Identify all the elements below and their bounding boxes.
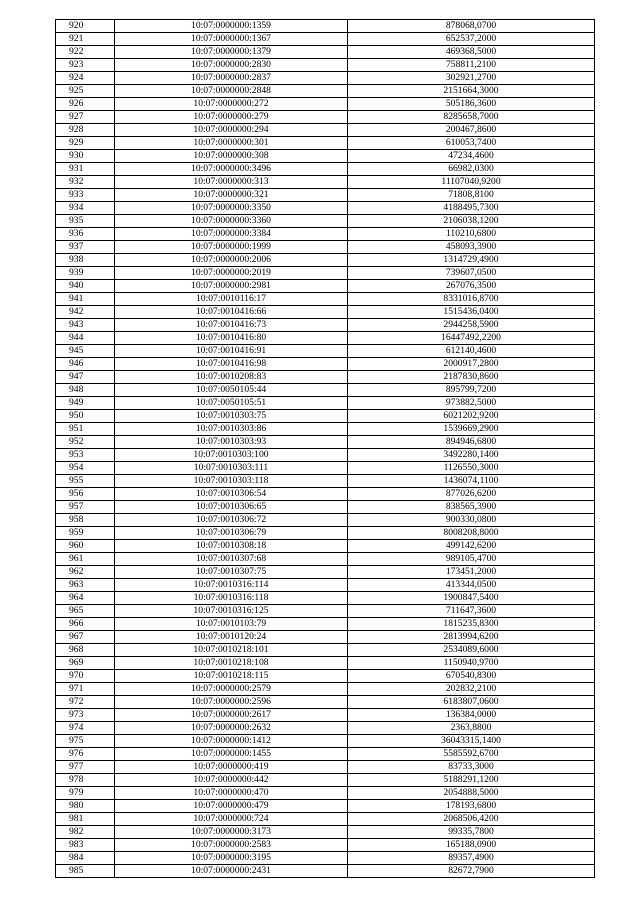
row-number-cell: 967 xyxy=(56,631,115,644)
row-number-cell: 947 xyxy=(56,371,115,384)
cadastral-value-cell: 458093,3900 xyxy=(348,241,595,254)
cadastral-value-cell: 1436074,1100 xyxy=(348,475,595,488)
row-number-cell: 938 xyxy=(56,254,115,267)
cadastral-number-cell: 10:07:0000000:308 xyxy=(115,150,348,163)
cadastral-number-cell: 10:07:0010316:114 xyxy=(115,579,348,592)
row-number-cell: 977 xyxy=(56,761,115,774)
cadastral-value-cell: 5585592,6700 xyxy=(348,748,595,761)
cadastral-value-cell: 670540,8300 xyxy=(348,670,595,683)
cadastral-value-cell: 878068,0700 xyxy=(348,20,595,33)
row-number-cell: 934 xyxy=(56,202,115,215)
cadastral-number-cell: 10:07:0000000:2019 xyxy=(115,267,348,280)
table-row xyxy=(56,683,595,696)
row-number-cell: 985 xyxy=(56,865,115,878)
cadastral-value-cell: 16447492,2200 xyxy=(348,332,595,345)
cadastral-value-cell: 2944258,5900 xyxy=(348,319,595,332)
cadastral-number-cell: 10:07:0010303:75 xyxy=(115,410,348,423)
cadastral-value-cell: 71808,8100 xyxy=(348,189,595,202)
table-row xyxy=(56,293,595,306)
cadastral-value-cell: 2813994,6200 xyxy=(348,631,595,644)
row-number-cell: 974 xyxy=(56,722,115,735)
cadastral-value-cell: 2068506,4200 xyxy=(348,813,595,826)
row-number-cell: 931 xyxy=(56,163,115,176)
table-row xyxy=(56,852,595,865)
row-number-cell: 949 xyxy=(56,397,115,410)
cadastral-value-cell: 2363,8800 xyxy=(348,722,595,735)
row-number-cell: 957 xyxy=(56,501,115,514)
cadastral-value-cell: 110210,6800 xyxy=(348,228,595,241)
cadastral-value-cell: 612140,4600 xyxy=(348,345,595,358)
row-number-cell: 950 xyxy=(56,410,115,423)
cadastral-value-cell: 302921,2700 xyxy=(348,72,595,85)
row-number-cell: 969 xyxy=(56,657,115,670)
cadastral-value-cell: 2151664,3000 xyxy=(348,85,595,98)
row-number-cell: 937 xyxy=(56,241,115,254)
cadastral-number-cell: 10:07:0010218:101 xyxy=(115,644,348,657)
row-number-cell: 963 xyxy=(56,579,115,592)
table-row xyxy=(56,527,595,540)
row-number-cell: 935 xyxy=(56,215,115,228)
cadastral-number-cell: 10:07:0050105:51 xyxy=(115,397,348,410)
table-row xyxy=(56,436,595,449)
row-number-cell: 971 xyxy=(56,683,115,696)
cadastral-number-cell: 10:07:0000000:1379 xyxy=(115,46,348,59)
table-row xyxy=(56,410,595,423)
row-number-cell: 929 xyxy=(56,137,115,150)
cadastral-number-cell: 10:07:0010306:54 xyxy=(115,488,348,501)
row-number-cell: 979 xyxy=(56,787,115,800)
cadastral-value-cell: 1815235,8300 xyxy=(348,618,595,631)
cadastral-value-cell: 267076,3500 xyxy=(348,280,595,293)
cadastral-number-cell: 10:07:0010303:111 xyxy=(115,462,348,475)
cadastral-number-cell: 10:07:0000000:3350 xyxy=(115,202,348,215)
row-number-cell: 948 xyxy=(56,384,115,397)
cadastral-value-cell: 505186,3600 xyxy=(348,98,595,111)
cadastral-value-cell: 173451,2000 xyxy=(348,566,595,579)
cadastral-number-cell: 10:07:0010116:17 xyxy=(115,293,348,306)
row-number-cell: 928 xyxy=(56,124,115,137)
cadastral-number-cell: 10:07:0010218:115 xyxy=(115,670,348,683)
cadastral-number-cell: 10:07:0000000:301 xyxy=(115,137,348,150)
cadastral-number-cell: 10:07:0010316:125 xyxy=(115,605,348,618)
row-number-cell: 923 xyxy=(56,59,115,72)
table-row xyxy=(56,228,595,241)
table-row xyxy=(56,254,595,267)
cadastral-number-cell: 10:07:0010416:98 xyxy=(115,358,348,371)
cadastral-number-cell: 10:07:0010416:66 xyxy=(115,306,348,319)
cadastral-number-cell: 10:07:0000000:3496 xyxy=(115,163,348,176)
row-number-cell: 952 xyxy=(56,436,115,449)
table-row xyxy=(56,826,595,839)
cadastral-number-cell: 10:07:0000000:1359 xyxy=(115,20,348,33)
row-number-cell: 958 xyxy=(56,514,115,527)
table-row xyxy=(56,176,595,189)
cadastral-number-cell: 10:07:0000000:2830 xyxy=(115,59,348,72)
cadastral-value-cell: 4188495,7300 xyxy=(348,202,595,215)
row-number-cell: 954 xyxy=(56,462,115,475)
row-number-cell: 951 xyxy=(56,423,115,436)
row-number-cell: 945 xyxy=(56,345,115,358)
cadastral-number-cell: 10:07:0010303:118 xyxy=(115,475,348,488)
cadastral-value-cell: 99335,7800 xyxy=(348,826,595,839)
cadastral-value-cell: 900330,0800 xyxy=(348,514,595,527)
table-row xyxy=(56,306,595,319)
cadastral-number-cell: 10:07:0000000:272 xyxy=(115,98,348,111)
table-row xyxy=(56,33,595,46)
table-row xyxy=(56,670,595,683)
cadastral-number-cell: 10:07:0000000:279 xyxy=(115,111,348,124)
table-row xyxy=(56,657,595,670)
cadastral-number-cell: 10:07:0000000:2837 xyxy=(115,72,348,85)
row-number-cell: 966 xyxy=(56,618,115,631)
row-number-cell: 959 xyxy=(56,527,115,540)
cadastral-number-cell: 10:07:0000000:321 xyxy=(115,189,348,202)
cadastral-value-cell: 838565,3900 xyxy=(348,501,595,514)
row-number-cell: 925 xyxy=(56,85,115,98)
cadastral-number-cell: 10:07:0000000:2579 xyxy=(115,683,348,696)
row-number-cell: 965 xyxy=(56,605,115,618)
cadastral-number-cell: 10:07:0010306:65 xyxy=(115,501,348,514)
cadastral-value-cell: 47234,4600 xyxy=(348,150,595,163)
cadastral-number-cell: 10:07:0010416:80 xyxy=(115,332,348,345)
row-number-cell: 953 xyxy=(56,449,115,462)
cadastral-number-cell: 10:07:0000000:2431 xyxy=(115,865,348,878)
row-number-cell: 978 xyxy=(56,774,115,787)
table-row xyxy=(56,787,595,800)
row-number-cell: 976 xyxy=(56,748,115,761)
cadastral-number-cell: 10:07:0000000:3195 xyxy=(115,852,348,865)
cadastral-value-cell: 758811,2100 xyxy=(348,59,595,72)
cadastral-value-cell: 8285658,7000 xyxy=(348,111,595,124)
row-number-cell: 980 xyxy=(56,800,115,813)
row-number-cell: 968 xyxy=(56,644,115,657)
table-row xyxy=(56,384,595,397)
row-number-cell: 982 xyxy=(56,826,115,839)
table-row xyxy=(56,332,595,345)
cadastral-value-cell: 165188,0900 xyxy=(348,839,595,852)
table-row xyxy=(56,553,595,566)
row-number-cell: 983 xyxy=(56,839,115,852)
cadastral-number-cell: 10:07:0000000:1455 xyxy=(115,748,348,761)
table-row xyxy=(56,20,595,33)
row-number-cell: 932 xyxy=(56,176,115,189)
cadastral-number-cell: 10:07:0000000:1412 xyxy=(115,735,348,748)
cadastral-value-cell: 1126550,3000 xyxy=(348,462,595,475)
cadastral-value-cell: 2000917,2800 xyxy=(348,358,595,371)
table-row xyxy=(56,592,595,605)
cadastral-value-cell: 711647,3600 xyxy=(348,605,595,618)
cadastral-value-cell: 1150940,9700 xyxy=(348,657,595,670)
table-row xyxy=(56,566,595,579)
table-row xyxy=(56,202,595,215)
table-row xyxy=(56,345,595,358)
table-row xyxy=(56,111,595,124)
cadastral-value-cell: 11107040,9200 xyxy=(348,176,595,189)
cadastral-number-cell: 10:07:0000000:724 xyxy=(115,813,348,826)
table-row xyxy=(56,267,595,280)
cadastral-number-cell: 10:07:0010308:18 xyxy=(115,540,348,553)
cadastral-number-cell: 10:07:0000000:3360 xyxy=(115,215,348,228)
row-number-cell: 970 xyxy=(56,670,115,683)
cadastral-value-cell: 1539669,2900 xyxy=(348,423,595,436)
row-number-cell: 973 xyxy=(56,709,115,722)
table-row xyxy=(56,735,595,748)
row-number-cell: 936 xyxy=(56,228,115,241)
table-row xyxy=(56,124,595,137)
row-number-cell: 972 xyxy=(56,696,115,709)
cadastral-value-cell: 8331016,8700 xyxy=(348,293,595,306)
cadastral-number-cell: 10:07:0000000:2632 xyxy=(115,722,348,735)
cadastral-value-cell: 8008208,8000 xyxy=(348,527,595,540)
cadastral-value-cell: 989105,4700 xyxy=(348,553,595,566)
row-number-cell: 955 xyxy=(56,475,115,488)
row-number-cell: 946 xyxy=(56,358,115,371)
row-number-cell: 962 xyxy=(56,566,115,579)
cadastral-value-cell: 1314729,4900 xyxy=(348,254,595,267)
cadastral-number-cell: 10:07:0010307:68 xyxy=(115,553,348,566)
cadastral-value-cell: 136384,0000 xyxy=(348,709,595,722)
cadastral-value-cell: 5188291,1200 xyxy=(348,774,595,787)
cadastral-number-cell: 10:07:0000000:419 xyxy=(115,761,348,774)
row-number-cell: 984 xyxy=(56,852,115,865)
table-row xyxy=(56,215,595,228)
cadastral-value-cell: 413344,0500 xyxy=(348,579,595,592)
row-number-cell: 960 xyxy=(56,540,115,553)
cadastral-value-cell: 894946,6800 xyxy=(348,436,595,449)
cadastral-value-cell: 469368,5000 xyxy=(348,46,595,59)
cadastral-number-cell: 10:07:0010103:79 xyxy=(115,618,348,631)
table-row xyxy=(56,644,595,657)
table-row xyxy=(56,189,595,202)
cadastral-value-cell: 739607,0500 xyxy=(348,267,595,280)
table-row xyxy=(56,85,595,98)
table-row xyxy=(56,800,595,813)
row-number-cell: 933 xyxy=(56,189,115,202)
cadastral-value-cell: 3492280,1400 xyxy=(348,449,595,462)
cadastral-value-cell: 895799,7200 xyxy=(348,384,595,397)
table-row xyxy=(56,280,595,293)
table-row xyxy=(56,839,595,852)
cadastral-number-cell: 10:07:0000000:2617 xyxy=(115,709,348,722)
table-row xyxy=(56,865,595,878)
cadastral-value-cell: 2187830,8600 xyxy=(348,371,595,384)
row-number-cell: 922 xyxy=(56,46,115,59)
cadastral-value-cell: 36043315,1400 xyxy=(348,735,595,748)
table-row xyxy=(56,449,595,462)
table-row xyxy=(56,371,595,384)
cadastral-value-cell: 1900847,5400 xyxy=(348,592,595,605)
table-row xyxy=(56,59,595,72)
cadastral-number-cell: 10:07:0000000:313 xyxy=(115,176,348,189)
cadastral-value-cell: 2534089,6000 xyxy=(348,644,595,657)
cadastral-number-cell: 10:07:0010208:83 xyxy=(115,371,348,384)
table-row xyxy=(56,462,595,475)
cadastral-value-cell: 499142,6200 xyxy=(348,540,595,553)
cadastral-number-cell: 10:07:0010307:75 xyxy=(115,566,348,579)
table-row xyxy=(56,72,595,85)
cadastral-value-cell: 6021202,9200 xyxy=(348,410,595,423)
cadastral-number-cell: 10:07:0010306:72 xyxy=(115,514,348,527)
cadastral-number-cell: 10:07:0000000:1367 xyxy=(115,33,348,46)
table-row xyxy=(56,514,595,527)
table-row xyxy=(56,579,595,592)
cadastral-number-cell: 10:07:0010303:86 xyxy=(115,423,348,436)
cadastral-number-cell: 10:07:0000000:2006 xyxy=(115,254,348,267)
cadastral-number-cell: 10:07:0000000:3384 xyxy=(115,228,348,241)
cadastral-number-cell: 10:07:0000000:2848 xyxy=(115,85,348,98)
cadastral-value-cell: 2106038,1200 xyxy=(348,215,595,228)
table-body xyxy=(56,20,595,878)
row-number-cell: 961 xyxy=(56,553,115,566)
cadastral-number-cell: 10:07:0000000:2583 xyxy=(115,839,348,852)
cadastral-value-cell: 652537,2000 xyxy=(348,33,595,46)
table-row xyxy=(56,397,595,410)
table-row xyxy=(56,475,595,488)
cadastral-value-cell: 82672,7900 xyxy=(348,865,595,878)
cadastral-number-cell: 10:07:0000000:3173 xyxy=(115,826,348,839)
cadastral-number-cell: 10:07:0050105:44 xyxy=(115,384,348,397)
table-row xyxy=(56,98,595,111)
table-row xyxy=(56,618,595,631)
row-number-cell: 926 xyxy=(56,98,115,111)
row-number-cell: 956 xyxy=(56,488,115,501)
cadastral-number-cell: 10:07:0000000:2981 xyxy=(115,280,348,293)
cadastral-number-cell: 10:07:0000000:1999 xyxy=(115,241,348,254)
cadastral-number-cell: 10:07:0000000:442 xyxy=(115,774,348,787)
cadastral-value-cell: 973882,5000 xyxy=(348,397,595,410)
row-number-cell: 921 xyxy=(56,33,115,46)
cadastral-value-table xyxy=(55,19,595,878)
cadastral-number-cell: 10:07:0010120:24 xyxy=(115,631,348,644)
cadastral-value-cell: 6183807,0600 xyxy=(348,696,595,709)
cadastral-value-cell: 1515436,0400 xyxy=(348,306,595,319)
cadastral-value-cell: 178193,6800 xyxy=(348,800,595,813)
cadastral-value-cell: 66982,0300 xyxy=(348,163,595,176)
cadastral-value-cell: 202832,2100 xyxy=(348,683,595,696)
table-row xyxy=(56,761,595,774)
cadastral-number-cell: 10:07:0010303:93 xyxy=(115,436,348,449)
cadastral-value-cell: 83733,3000 xyxy=(348,761,595,774)
cadastral-number-cell: 10:07:0010416:91 xyxy=(115,345,348,358)
row-number-cell: 920 xyxy=(56,20,115,33)
cadastral-value-cell: 89357,4900 xyxy=(348,852,595,865)
table-row xyxy=(56,722,595,735)
cadastral-number-cell: 10:07:0010306:79 xyxy=(115,527,348,540)
table-row xyxy=(56,150,595,163)
cadastral-number-cell: 10:07:0000000:294 xyxy=(115,124,348,137)
table-row xyxy=(56,488,595,501)
cadastral-number-cell: 10:07:0010416:73 xyxy=(115,319,348,332)
table-row xyxy=(56,774,595,787)
row-number-cell: 975 xyxy=(56,735,115,748)
row-number-cell: 944 xyxy=(56,332,115,345)
cadastral-number-cell: 10:07:0010316:118 xyxy=(115,592,348,605)
table-row xyxy=(56,540,595,553)
table-row xyxy=(56,319,595,332)
cadastral-value-cell: 610053,7400 xyxy=(348,137,595,150)
row-number-cell: 941 xyxy=(56,293,115,306)
row-number-cell: 939 xyxy=(56,267,115,280)
cadastral-number-cell: 10:07:0000000:479 xyxy=(115,800,348,813)
table-row xyxy=(56,241,595,254)
cadastral-number-cell: 10:07:0000000:470 xyxy=(115,787,348,800)
cadastral-number-cell: 10:07:0000000:2596 xyxy=(115,696,348,709)
row-number-cell: 981 xyxy=(56,813,115,826)
table-row xyxy=(56,748,595,761)
table-row xyxy=(56,358,595,371)
row-number-cell: 940 xyxy=(56,280,115,293)
row-number-cell: 943 xyxy=(56,319,115,332)
table-row xyxy=(56,163,595,176)
table-row xyxy=(56,709,595,722)
table-row xyxy=(56,501,595,514)
row-number-cell: 964 xyxy=(56,592,115,605)
table-row xyxy=(56,696,595,709)
cadastral-value-cell: 200467,8600 xyxy=(348,124,595,137)
row-number-cell: 942 xyxy=(56,306,115,319)
table-row xyxy=(56,605,595,618)
table-row xyxy=(56,631,595,644)
row-number-cell: 927 xyxy=(56,111,115,124)
cadastral-value-cell: 877026,6200 xyxy=(348,488,595,501)
table-row xyxy=(56,813,595,826)
table-row xyxy=(56,423,595,436)
row-number-cell: 924 xyxy=(56,72,115,85)
row-number-cell: 930 xyxy=(56,150,115,163)
table-row xyxy=(56,46,595,59)
cadastral-value-cell: 2054888,5000 xyxy=(348,787,595,800)
cadastral-number-cell: 10:07:0010303:100 xyxy=(115,449,348,462)
table-row xyxy=(56,137,595,150)
cadastral-number-cell: 10:07:0010218:108 xyxy=(115,657,348,670)
